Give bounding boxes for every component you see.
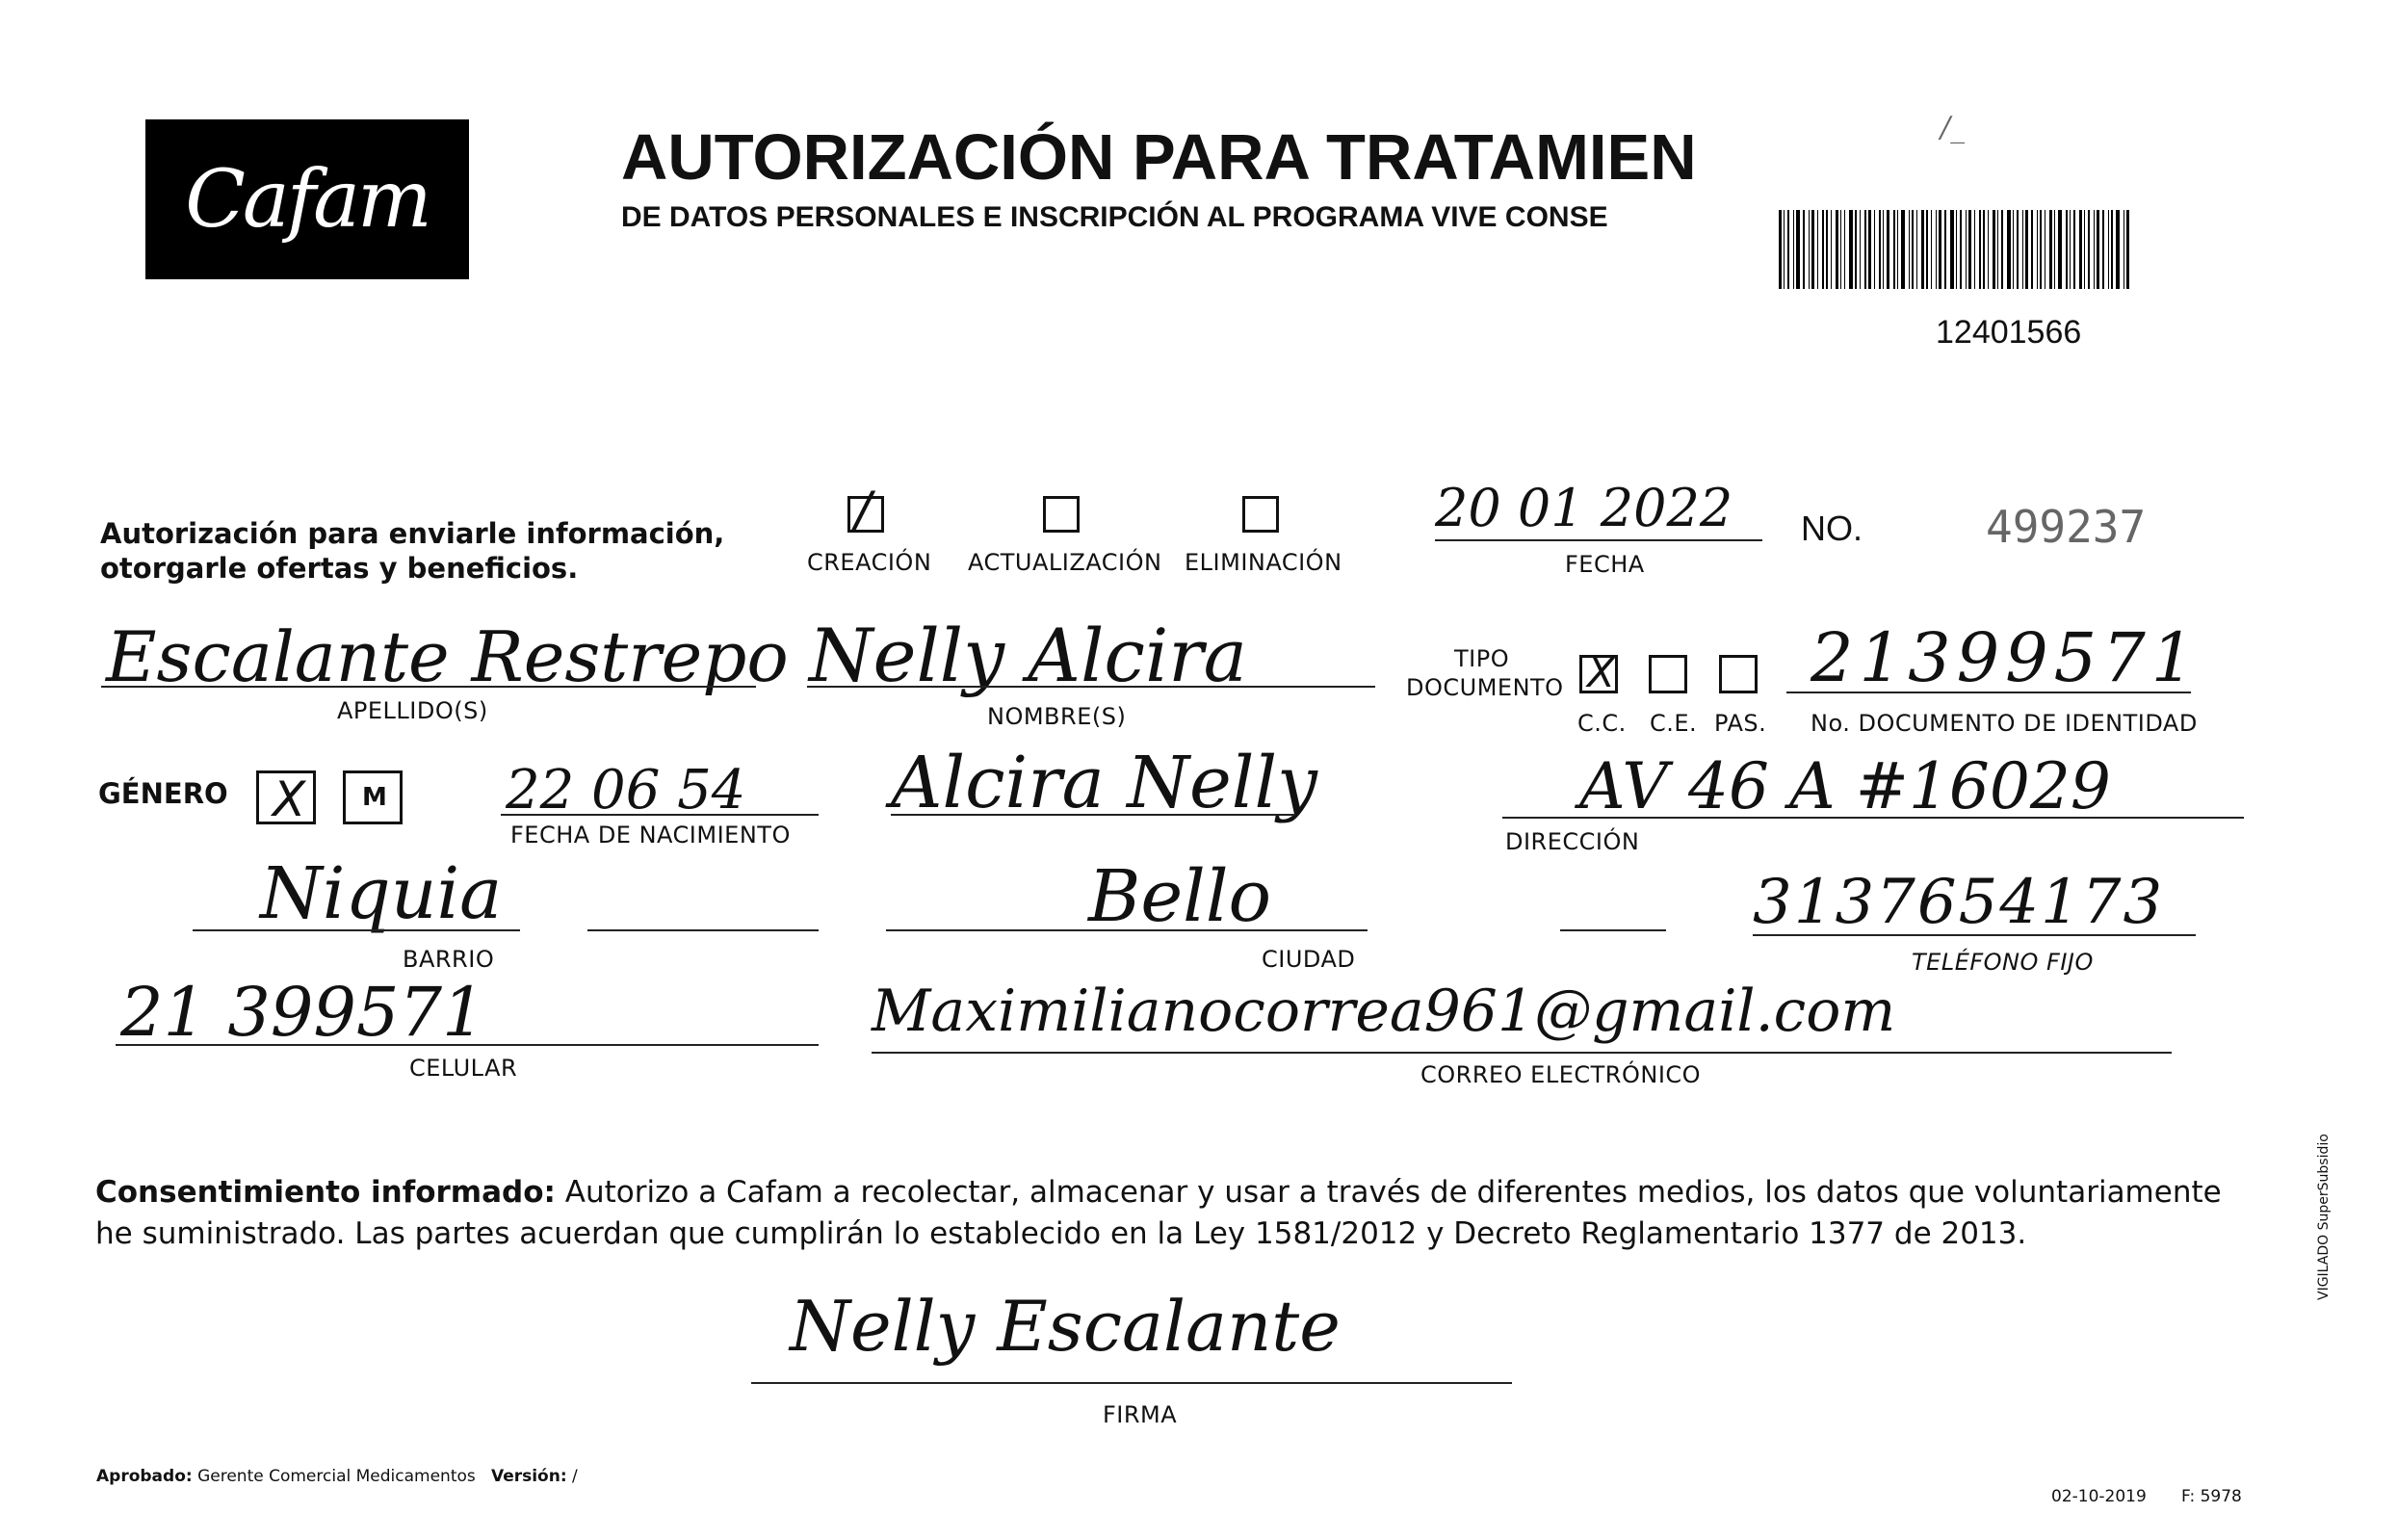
tipo-documento-label-2: DOCUMENTO: [1406, 674, 1564, 701]
barcode-bar: [1956, 210, 1957, 289]
barcode-bar: [2058, 210, 2062, 289]
barcode-bar: [1849, 210, 1853, 289]
apellidos-value[interactable]: Escalante Restrepo: [106, 616, 789, 697]
correo-label: CORREO ELECTRÓNICO: [1420, 1061, 1702, 1088]
barcode-bar: [2108, 210, 2109, 289]
barcode-bar: [1860, 210, 1861, 289]
check-mark: X: [1587, 649, 1615, 696]
barcode-bar: [2017, 210, 2019, 289]
barcode-bar: [2001, 210, 2003, 289]
form-code: F: 5978: [2181, 1487, 2242, 1506]
version-value: /: [572, 1467, 578, 1486]
eliminacion-label: ELIMINACIÓN: [1185, 549, 1342, 576]
barcode-bar: [1936, 210, 1937, 289]
barcode-bar: [2123, 210, 2124, 289]
ce-label: C.E.: [1650, 710, 1698, 737]
barcode-bar: [1960, 210, 1962, 289]
barcode-bar: [1983, 210, 1985, 289]
barcode-bar: [1874, 210, 1875, 289]
cafam-logo: Cafam: [145, 119, 469, 279]
creacion-label: CREACIÓN: [807, 549, 932, 576]
fecha-value[interactable]: 20 01 2022: [1435, 478, 1733, 538]
actualizacion-label: ACTUALIZACIÓN: [968, 549, 1162, 576]
barcode-bar: [2116, 210, 2120, 289]
aprobado-value: Gerente Comercial Medicamentos: [197, 1467, 476, 1486]
barcode-bar: [2079, 210, 2082, 289]
direccion-label: DIRECCIÓN: [1505, 828, 1640, 855]
signature-value[interactable]: Nelly Escalante: [790, 1286, 1341, 1367]
nombres-value[interactable]: Nelly Alcira: [809, 613, 1247, 698]
barcode-bar: [1950, 210, 1954, 289]
aprobado-label: Aprobado:: [96, 1467, 193, 1486]
fecha-label: FECHA: [1565, 551, 1645, 578]
corner-mark: /_: [1941, 111, 1966, 144]
barcode-bar: [1809, 210, 1810, 289]
nombres-label: NOMBRE(S): [987, 703, 1127, 730]
barcode-bar: [2097, 210, 2099, 289]
barcode-bar: [2040, 210, 2042, 289]
barcode-bar: [1844, 210, 1845, 289]
version-label: Versión:: [490, 1467, 567, 1486]
barcode-bar: [2084, 210, 2085, 289]
authorization-text-line1: Autorización para enviarle información,: [100, 517, 725, 550]
barrio-value[interactable]: Niquia: [260, 852, 503, 935]
barcode-number: 12401566: [1936, 314, 2082, 351]
barcode-bar: [1939, 210, 1941, 289]
genero-m-checkbox[interactable]: [343, 770, 403, 824]
barcode-bar: [2088, 210, 2090, 289]
creacion-checkbox[interactable]: [847, 482, 884, 539]
apellidos-label: APELLIDO(S): [337, 697, 488, 724]
date-code: 02-10-2019: [2051, 1487, 2147, 1506]
barcode-bar: [1811, 210, 1814, 289]
documento-label: No. DOCUMENTO DE IDENTIDAD: [1811, 710, 2198, 737]
barcode-bar: [1868, 210, 1871, 289]
barcode-bar: [2111, 210, 2113, 289]
barcode-bar: [1803, 210, 1805, 289]
barcode-bar: [1912, 210, 1914, 289]
barcode-bar: [1921, 210, 1924, 289]
barcode-bar: [2126, 210, 2129, 289]
barcode-bar: [2054, 210, 2055, 289]
barcode-bar: [1822, 210, 1824, 289]
pas-checkbox[interactable]: [1719, 655, 1758, 693]
barcode-bar: [2013, 210, 2014, 289]
barcode-bar: [1779, 210, 1782, 289]
barcode-bar: [2073, 210, 2075, 289]
barcode-bar: [1817, 210, 1818, 289]
consent-paragraph: [95, 1172, 2233, 1255]
barcode-bar: [1909, 210, 1910, 289]
barcode-bar: [2007, 210, 2011, 289]
barrio-label: BARRIO: [403, 946, 495, 973]
form-title: AUTORIZACIÓN PARA TRATAMIEN: [621, 121, 1697, 194]
barcode-bar: [1883, 210, 1884, 289]
vigilado-text: VIGILADO SuperSubsidio: [2316, 1134, 2332, 1300]
barcode-bar: [1926, 210, 1928, 289]
barcode-bar: [1879, 210, 1881, 289]
ciudad-label: CIUDAD: [1262, 946, 1356, 973]
direccion-value[interactable]: AV 46 A #16029: [1579, 749, 2111, 823]
consent-text: Autorizo a Cafam a recolectar, almacenar y usar a través de diferentes medios, los datos que voluntariamente he suministrado. Las partes acuerdan que cumplirán lo establecido en la Ley 1581/2012 y Decreto Reglamentario 1377 de 2013.: [95, 1175, 2222, 1251]
genero-f-checkbox[interactable]: [256, 770, 316, 827]
barcode-bar: [1855, 210, 1857, 289]
documento-value[interactable]: 21399571: [1811, 618, 2201, 697]
barcode: [1779, 210, 2172, 289]
barcode-bar: [1897, 210, 1898, 289]
ciudad-value[interactable]: Bello: [1088, 855, 1272, 938]
signature-label: FIRMA: [1103, 1401, 1178, 1428]
barcode-bar: [1887, 210, 1889, 289]
barcode-bar: [1968, 210, 1971, 289]
genero-label: GÉNERO: [98, 777, 228, 810]
barcode-bar: [1988, 210, 1989, 289]
barcode-bar: [1931, 210, 1932, 289]
form-subtitle: DE DATOS PERSONALES E INSCRIPCIÓN AL PROGRAMA VIVE CONSE: [621, 201, 1608, 233]
barcode-bar: [1993, 210, 1995, 289]
nacimiento-value[interactable]: 22 06 54: [506, 759, 746, 822]
barcode-bar: [1840, 210, 1841, 289]
aprobado-block: [96, 1467, 578, 1486]
barcode-bar: [2025, 210, 2028, 289]
barcode-bar: [1979, 210, 1981, 289]
barcode-bar: [1836, 210, 1838, 289]
pas-label: PAS.: [1714, 710, 1767, 737]
genero-m-label: M: [362, 783, 387, 812]
barcode-bar: [1864, 210, 1866, 289]
authorization-text-line2: otorgarle ofertas y beneficios.: [100, 552, 579, 585]
barcode-bar: [2049, 210, 2052, 289]
barcode-bar: [1944, 210, 1946, 289]
barcode-bar: [1826, 210, 1828, 289]
barcode-bar: [1974, 210, 1975, 289]
barcode-bar: [1831, 210, 1832, 289]
ce-checkbox[interactable]: [1649, 655, 1687, 693]
numero-label: NO.: [1801, 509, 1863, 548]
check-mark: /: [854, 482, 872, 539]
eliminacion-checkbox[interactable]: [1242, 496, 1279, 533]
tipo-documento-label-1: TIPO: [1454, 645, 1510, 672]
telefono-label: TELÉFONO FIJO: [1912, 949, 2094, 976]
cc-label: C.C.: [1577, 710, 1627, 737]
cc-checkbox[interactable]: [1579, 649, 1618, 696]
barcode-bar: [1966, 210, 1967, 289]
celular-label: CELULAR: [409, 1055, 518, 1082]
telefono-value[interactable]: 3137654173: [1753, 867, 2165, 938]
barcode-bar: [1916, 210, 1917, 289]
barcode-bar: [2037, 210, 2038, 289]
barcode-bar: [1784, 210, 1785, 289]
barcode-bar: [2094, 210, 2095, 289]
check-mark: X: [273, 771, 306, 827]
nombre-extra-value[interactable]: Alcira Nelly: [891, 742, 1317, 824]
barcode-bar: [1787, 210, 1789, 289]
numero-value: 499237: [1986, 501, 2147, 553]
barcode-bar: [2066, 210, 2068, 289]
barcode-bar: [2031, 210, 2033, 289]
barcode-bar: [1793, 210, 1794, 289]
barcode-bar: [1997, 210, 1998, 289]
barcode-bar: [1893, 210, 1895, 289]
actualizacion-checkbox[interactable]: [1043, 496, 1080, 533]
barcode-bar: [1901, 210, 1905, 289]
barcode-bar: [2022, 210, 2023, 289]
correo-value[interactable]: Maximilianocorrea961@gmail.com: [872, 978, 1896, 1045]
barcode-bar: [1796, 210, 1800, 289]
barcode-bar: [2102, 210, 2104, 289]
consent-heading: Consentimiento informado:: [95, 1175, 556, 1210]
barcode-bar: [2070, 210, 2071, 289]
celular-value[interactable]: 21 399571: [120, 973, 485, 1052]
nacimiento-label: FECHA DE NACIMIENTO: [510, 822, 791, 848]
